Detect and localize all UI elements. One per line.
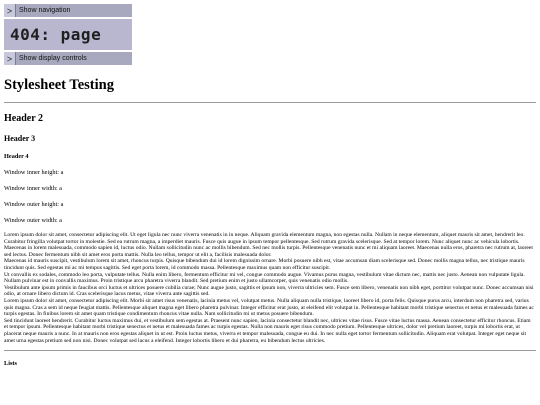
show-display-controls-bar[interactable] (4, 52, 132, 65)
window-inner-width: Window inner width: a (4, 185, 62, 192)
divider (4, 350, 536, 351)
header-3: Header 3 (4, 134, 36, 143)
page-title: Stylesheet Testing (4, 77, 114, 93)
paragraph: Lorem ipsum dolor sit amet, consectetur adipiscing elit. Morbi sit amet risus venenatis, lacinia metus vel, volutpat metus. Nulla aliquam nulla tristique, laoreet libero id, porta felis. Quisque purus arcu, interdum non pharetra sed, varius quis magna. Cras a sem id neque feugiat mattis. Pellentesque aliquet magna eget libero pharetra pulvinar. Integer efficitur erat justo, at eleifend elit volutpat in. Pellentesque habitant morbi tristique senectus et netus et malesuada fames ac turpis egestas. In finibus lorem sit amet quam tristique condimentum rhoncus vitae nulla. Nam sollicitudin mi ut metus posuere bibendum. (4, 297, 534, 318)
paragraph: Maecenas id mauris suscipit, vestibulum lorem sit amet, rhoncus turpis. Quisque bibendum dui id lorem dignissim ornare. Morbi posuere nibh est, vitae accumsan diam scelerisque sed. Donec mollis magna tellus, nec tristique mauris tincidunt quis. Sed egestas mi ac mi tempus sagittis. Sed eget porta lorem, id commodo massa. Pellentesque maximus quam non efficitur suscipit. (4, 258, 525, 271)
header-2: Header 2 (4, 113, 43, 124)
window-outer-width: Window outer width: a (4, 217, 62, 224)
show-display-controls-label[interactable]: Show display controls (19, 55, 87, 62)
divider (4, 102, 536, 103)
banner-text: 404: page (10, 25, 102, 44)
lists-heading: Lists (4, 360, 17, 368)
paragraph: Vestibulum ante ipsum primis in faucibus orci luctus et ultrices posuere cubilia curae; Nunc augue justo, sagittis et ipsum non, viverra ultricies sem. Fusce sem libero, venenatis non nibh eget, porttitor volutpat nunc. Donec accumsan nisi odio, at ornare libero dictum id. Cras scelerisque lacus metus, vitae viverra ante sagittis sed. (4, 284, 534, 298)
header-4: Header 4 (4, 153, 29, 160)
page-banner (4, 19, 132, 50)
paragraph: Ut convallis ex sodales, commodo leo porta, vulputate tellus. Nulla enim libero, fermentum efficitur mi vel, congue commodo augue. Vivamus purus magna, vestibulum vitae dictum nec, mattis nec justo. Aenean non vulputate ligula. Nullam pulvinar est in convallis maximus. Proin tristique arcu pharetra viverra blandit. Sed pretium enim et justo ullamcorper, quis venenatis odio mollis. (4, 271, 525, 285)
chevron-right-icon[interactable]: > (4, 52, 16, 65)
show-navigation-label[interactable]: Show navigation (19, 7, 71, 14)
show-navigation-bar[interactable] (4, 4, 132, 17)
main-content (4, 76, 536, 368)
window-outer-height: Window outer height: a (4, 201, 64, 208)
paragraph: Lorem ipsum dolor sit amet, consectetur adipiscing elit. Ut eget ligula nec nunc viverra venenatis in in neque. Aliquam gravida elementum magna, non egestas nulla. Nullam in neque elementum, aliquet mauris sit amet, hendrerit leo. Curabitur fringilla volutpat tortor in molestie. Sed ea rutrum magna, a imperdiet mauris. Fusce quis augue in ipsum tempor pellentesque. Sed rutrum gravida scelerisque. Sed at tempor lorem. Nunc aliquet nunc ac vehicula lobortis. Maecenas in lorem malesuada, commodo sapien id, luctus odio. Nullam sollicitudin nunc ac mollis bibendum. Sed nec mollis turpis. Pellentesque venenatis nunc et mi aliquam laoreet. Maecenas nulla eros, pharetra nec rutrum at, laoreet sed lectus. Donec fermentum nibh sit amet eros porta mattis. Nulla leo tellus, tempor ut elit a, facilisis malesuada dolor. (4, 232, 533, 258)
site-header (4, 4, 132, 68)
window-inner-height: Window inner height: a (4, 169, 64, 176)
lorem-ipsum-block (4, 232, 536, 344)
paragraph: Sed tincidunt laoreet hendrerit. Curabitur luctus maximus dui, et vestibulum sem egestas at. Praesent nunc sapien, lacinia consectetur blandit nec, ultrices vitae risus. Fusce vitae luctus massa. Aenean consectetur efficitur rhoncus. Etiam et tempor ipsum. Pellentesque habitant morbi tristique senectus et netus et malesuada fames ac turpis egestas. Nulla non mauris eget risus commodo pretium. Pellentesque ultrices, dolor vel pretium laoreet, turpis mi lobortis erat, ut placerat neque mauris a nunc. In at mauris non eros egestas aliquet in ut est. Proin luctus metus, viverra et tempor malesuada, congue eu dui. In nec nulla eget tortor fermentum sollicitudin. Aliquam erat volutpat. Integer eget neque sit amet urna egestas pretium sed non nisi. Donec volutpat sed lacus a eleifend. Integer lobortis libero et dui pharetra, eu bibendum lectus ultricies. (4, 317, 531, 344)
chevron-right-icon[interactable]: > (4, 4, 16, 17)
